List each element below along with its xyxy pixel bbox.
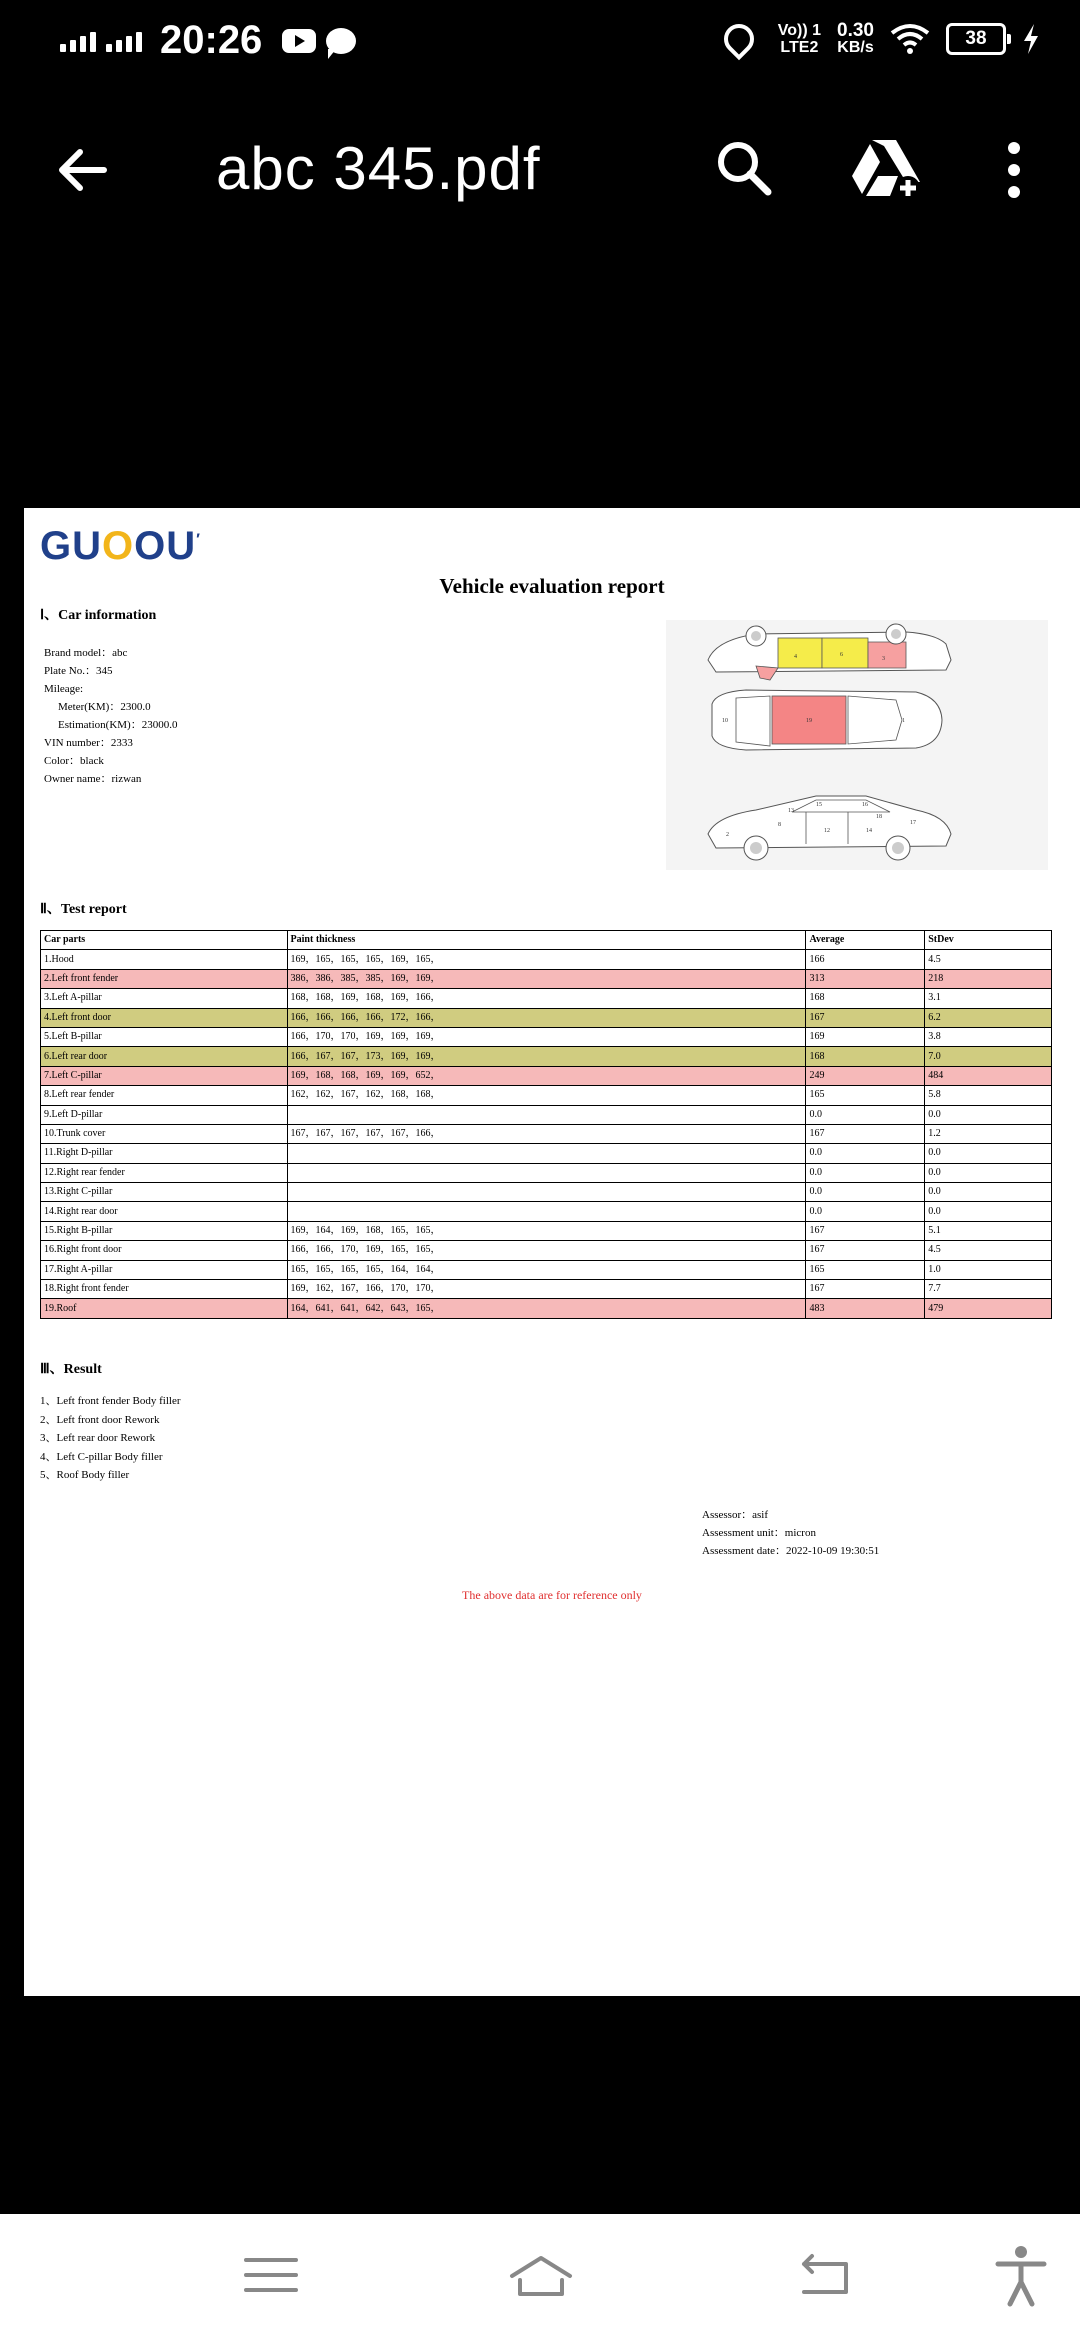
cell-average: 167: [806, 1221, 925, 1240]
cell-thickness: 386，386，385，385，169，169，: [287, 969, 806, 988]
google-drive-add-icon[interactable]: [850, 136, 922, 200]
cell-stdev: 0.0: [925, 1183, 1052, 1202]
svg-text:16: 16: [862, 802, 868, 808]
result-item: 3、Left rear door Rework: [40, 1432, 156, 1444]
cell-part: 9.Left D-pillar: [41, 1105, 288, 1124]
system-nav-bar: [0, 2214, 1080, 2340]
cell-thickness: 166，166，170，169，165，165，: [287, 1241, 806, 1260]
cell-stdev: 218: [925, 969, 1052, 988]
cell-thickness: 167，167，167，167，167，166，: [287, 1124, 806, 1143]
table-row: [41, 1066, 1052, 1085]
result-item: 4、Left C-pillar Body filler: [40, 1450, 163, 1463]
table-row: [41, 1260, 1052, 1279]
cell-stdev: 5.1: [925, 1221, 1052, 1240]
header-paint-thickness: Paint thickness: [287, 931, 806, 950]
report-title: Vehicle evaluation report: [439, 574, 665, 598]
cell-stdev: 0.0: [925, 1105, 1052, 1124]
cell-part: 11.Right D-pillar: [41, 1144, 288, 1163]
table-header-row: [41, 931, 1052, 950]
cell-average: 249: [806, 1066, 925, 1085]
cell-average: 167: [806, 1241, 925, 1260]
cell-average: 0.0: [806, 1144, 925, 1163]
cell-part: 8.Left rear fender: [41, 1086, 288, 1105]
cell-average: 165: [806, 1086, 925, 1105]
cell-part: 17.Right A-pillar: [41, 1260, 288, 1279]
cell-part: 1.Hood: [41, 950, 288, 969]
cell-average: 168: [806, 1047, 925, 1066]
home-icon[interactable]: [506, 2240, 576, 2310]
cell-thickness: [287, 1144, 806, 1163]
cell-average: 165: [806, 1260, 925, 1279]
svg-text:19: 19: [806, 718, 812, 724]
wifi-icon: [890, 23, 930, 55]
svg-text:10: 10: [722, 718, 728, 724]
cell-average: 169: [806, 1027, 925, 1046]
cell-stdev: 0.0: [925, 1202, 1052, 1221]
cell-average: 483: [806, 1299, 925, 1318]
cell-thickness: 165，165，165，165，164，164，: [287, 1260, 806, 1279]
table-row: [41, 950, 1052, 969]
cell-stdev: 5.8: [925, 1086, 1052, 1105]
assessor-name: Assessor：asif: [702, 1509, 768, 1521]
table-row: [41, 1144, 1052, 1163]
cell-stdev: 3.8: [925, 1027, 1052, 1046]
result-item: 1、Left front fender Body filler: [40, 1395, 181, 1407]
cell-stdev: 7.0: [925, 1047, 1052, 1066]
header-average: Average: [806, 931, 925, 950]
signal-icon: [60, 30, 96, 52]
svg-text:2: 2: [726, 832, 729, 838]
cell-part: 19.Roof: [41, 1299, 288, 1318]
svg-text:12: 12: [824, 828, 830, 834]
section-result: Ⅲ、Result: [40, 1362, 102, 1377]
clock: 20:26: [160, 18, 263, 62]
search-icon[interactable]: [712, 136, 776, 200]
svg-text:14: 14: [866, 828, 872, 834]
cell-stdev: 484: [925, 1066, 1052, 1085]
cell-part: 15.Right B-pillar: [41, 1221, 288, 1240]
table-row: [41, 1086, 1052, 1105]
cell-part: 16.Right front door: [41, 1241, 288, 1260]
status-bar: [0, 0, 1080, 90]
cell-part: 14.Right rear door: [41, 1202, 288, 1221]
svg-text:6: 6: [840, 652, 843, 658]
assessor-info: [702, 1506, 879, 1560]
cell-average: 0.0: [806, 1183, 925, 1202]
svg-text:8: 8: [778, 822, 781, 828]
cell-thickness: 166，170，170，169，169，169，: [287, 1027, 806, 1046]
table-row: [41, 989, 1052, 1008]
reference-note: The above data are for reference only: [462, 1588, 642, 1602]
charging-bolt-icon: [1022, 24, 1040, 54]
cell-part: 18.Right front fender: [41, 1280, 288, 1299]
cell-stdev: 0.0: [925, 1163, 1052, 1182]
result-item: 2、Left front door Rework: [40, 1413, 160, 1426]
svg-text:1: 1: [902, 718, 905, 724]
svg-text:4: 4: [794, 654, 797, 660]
cell-thickness: 164，641，641，642，643，165，: [287, 1299, 806, 1318]
table-row: [41, 1183, 1052, 1202]
assessment-unit: Assessment unit：micron: [702, 1527, 816, 1539]
cell-thickness: 169，165，165，165，169，165，: [287, 950, 806, 969]
cell-average: 166: [806, 950, 925, 969]
pdf-page[interactable]: [24, 508, 1080, 1996]
table-row: [41, 1221, 1052, 1240]
cell-thickness: 162，162，167，162，168，168，: [287, 1086, 806, 1105]
cell-stdev: 1.2: [925, 1124, 1052, 1143]
cell-part: 2.Left front fender: [41, 969, 288, 988]
back-icon[interactable]: [790, 2240, 860, 2310]
result-item: 5、Roof Body filler: [40, 1469, 130, 1481]
menu-icon[interactable]: [236, 2240, 306, 2310]
table-row: [41, 1299, 1052, 1318]
cell-average: 0.0: [806, 1163, 925, 1182]
assessment-date: Assessment date：2022-10-09 19:30:51: [702, 1545, 880, 1557]
table-row: [41, 1027, 1052, 1046]
accessibility-icon[interactable]: [986, 2240, 1056, 2310]
cell-thickness: [287, 1202, 806, 1221]
cell-thickness: [287, 1105, 806, 1124]
cell-part: 5.Left B-pillar: [41, 1027, 288, 1046]
cell-thickness: [287, 1163, 806, 1182]
cell-average: 168: [806, 989, 925, 1008]
table-row: [41, 1047, 1052, 1066]
svg-text:15: 15: [816, 802, 822, 808]
paint-thickness-table: [40, 930, 1052, 1319]
table-row: [41, 1241, 1052, 1260]
svg-text:17: 17: [910, 820, 916, 826]
cell-average: 167: [806, 1124, 925, 1143]
location-icon: [718, 18, 760, 60]
chat-bubble-icon: [326, 28, 356, 54]
more-vert-icon[interactable]: [990, 140, 1038, 200]
table-row: [41, 1202, 1052, 1221]
svg-text:3: 3: [882, 656, 885, 662]
cell-average: 167: [806, 1008, 925, 1027]
car-body-diagram: [666, 620, 1048, 870]
cell-average: 0.0: [806, 1105, 925, 1124]
youtube-icon: [282, 29, 316, 53]
network-speed: 0.30 KB/s: [837, 20, 874, 56]
table-row: [41, 1280, 1052, 1299]
cell-part: 6.Left rear door: [41, 1047, 288, 1066]
section-car-information: Ⅰ、Car information: [40, 608, 157, 623]
cell-part: 13.Right C-pillar: [41, 1183, 288, 1202]
table-row: [41, 1105, 1052, 1124]
guoou-logo: GUOOU′: [40, 524, 201, 568]
cell-stdev: 7.7: [925, 1280, 1052, 1299]
result-list: [40, 1392, 181, 1485]
header-stdev: StDev: [925, 931, 1052, 950]
cell-stdev: 0.0: [925, 1144, 1052, 1163]
cell-stdev: 6.2: [925, 1008, 1052, 1027]
cell-thickness: 166，167，167，173，169，169，: [287, 1047, 806, 1066]
document-title: abc 345.pdf: [216, 135, 541, 202]
header-car-parts: Car parts: [41, 931, 288, 950]
cell-average: 0.0: [806, 1202, 925, 1221]
battery-indicator: 38: [946, 23, 1006, 55]
section-test-report: Ⅱ、Test report: [40, 902, 127, 917]
table-row: [41, 1124, 1052, 1143]
cell-stdev: 4.5: [925, 1241, 1052, 1260]
cell-average: 313: [806, 969, 925, 988]
cell-thickness: 169，162，167，166，170，170，: [287, 1280, 806, 1299]
cell-part: 7.Left C-pillar: [41, 1066, 288, 1085]
car-information: Brand model：abc Plate No.：345 Mileage: Meter(KM)：2300.0 Estimation(KM)：23000.0 VIN number：2333 Color：black Owner name：rizwan: [44, 647, 178, 785]
back-arrow-icon[interactable]: [50, 138, 114, 202]
cell-thickness: 168，168，169，168，169，166，: [287, 989, 806, 1008]
cell-part: 4.Left front door: [41, 1008, 288, 1027]
table-row: [41, 1163, 1052, 1182]
table-row: [41, 969, 1052, 988]
cell-stdev: 4.5: [925, 950, 1052, 969]
svg-text:18: 18: [876, 814, 882, 820]
cell-stdev: 479: [925, 1299, 1052, 1318]
cell-thickness: 169，164，169，168，165，165，: [287, 1221, 806, 1240]
cell-part: 3.Left A-pillar: [41, 989, 288, 1008]
signal-icon-2: [106, 30, 142, 52]
svg-text:13: 13: [788, 808, 794, 814]
volte-indicator: Vo)) 1 LTE2: [777, 22, 822, 56]
cell-thickness: [287, 1183, 806, 1202]
app-bar: [0, 110, 1080, 230]
cell-stdev: 1.0: [925, 1260, 1052, 1279]
cell-thickness: 169，168，168，169，169，652，: [287, 1066, 806, 1085]
cell-stdev: 3.1: [925, 989, 1052, 1008]
table-row: [41, 1008, 1052, 1027]
cell-part: 12.Right rear fender: [41, 1163, 288, 1182]
cell-part: 10.Trunk cover: [41, 1124, 288, 1143]
cell-average: 167: [806, 1280, 925, 1299]
cell-thickness: 166，166，166，166，172，166，: [287, 1008, 806, 1027]
